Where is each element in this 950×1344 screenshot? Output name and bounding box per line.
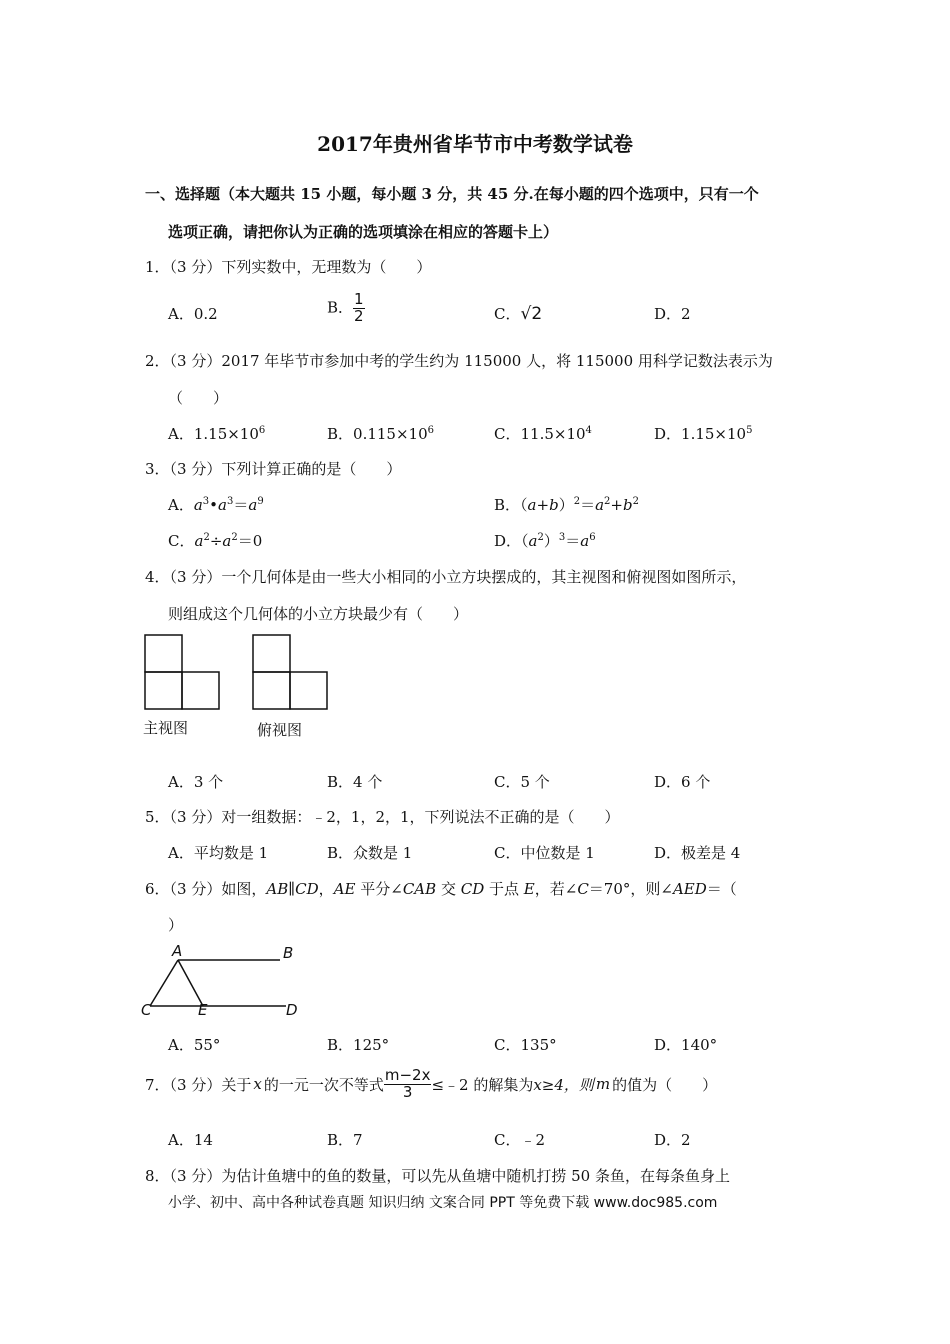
q1-option-b-fraction xyxy=(353,292,365,325)
q5-option-a: A．平均数是 1 xyxy=(168,844,269,862)
q5-stem: 5．（3 分）对一组数据：﹣2，1，2，1，下列说法不正确的是（ ） xyxy=(145,808,620,826)
q1-option-b-numerator: 1 xyxy=(354,290,364,308)
q7-fraction xyxy=(384,1068,432,1101)
q1-option-d: D．2 xyxy=(654,305,691,323)
q3-option-a: A．$a^3•a^3=a^9$ xyxy=(168,496,264,514)
q8-stem: 8．（3 分）为估计鱼塘中的鱼的数量，可以先从鱼塘中随机打捞 50 条鱼，在每条鱼身上 xyxy=(145,1167,730,1185)
q7-stem-mid: 的一元一次不等式 xyxy=(263,1075,384,1094)
front-view-bottom-left-cell xyxy=(145,672,182,709)
q7-variable-m: m xyxy=(595,1075,611,1094)
q2-option-a-exponent: 6 xyxy=(258,425,266,436)
q7-option-d: D．2 xyxy=(654,1131,691,1149)
segment-ae xyxy=(178,960,203,1006)
label-point-c: C xyxy=(141,1001,152,1018)
q7-option-a: A．14 xyxy=(168,1131,213,1149)
q1-option-c-sqrt: √2 xyxy=(520,304,543,324)
q7-stem xyxy=(145,1068,717,1101)
q6-stem-prefix: 6．（3 分）如图， xyxy=(145,880,267,898)
q1-option-b xyxy=(327,292,365,325)
q4-option-a: A．3 个 xyxy=(168,773,224,791)
label-point-b: B xyxy=(283,944,294,962)
q1-option-a: A．0.2 xyxy=(168,305,218,323)
q5-option-d: D．极差是 4 xyxy=(654,844,741,862)
q2-option-d-exponent: 5 xyxy=(746,425,753,436)
q6-option-c: C．135° xyxy=(494,1036,557,1054)
q4-option-d: D．6 个 xyxy=(654,773,711,791)
top-view-bottom-left-cell xyxy=(253,672,290,709)
q4-stem-line1: 4．（3 分）一个几何体是由一些大小相同的小立方块摆成的，其主视图和俯视图如图所示， xyxy=(145,568,747,586)
q2-option-c-base: C．11.5×10 xyxy=(494,425,586,443)
front-view-top-cell xyxy=(145,635,182,672)
q3-option-b-prefix: B． xyxy=(494,496,521,514)
q2-option-d-base: D．1.15×10 xyxy=(654,425,747,443)
q2-option-c-exponent: 4 xyxy=(585,425,592,436)
q7-option-b: B．7 xyxy=(327,1131,363,1149)
top-view-top-cell xyxy=(253,635,290,672)
q3-option-a-prefix: A． xyxy=(168,496,194,514)
q3-option-c-prefix: C． xyxy=(168,532,195,550)
label-point-e: E xyxy=(198,1001,208,1018)
top-view-bottom-right-cell xyxy=(290,672,327,709)
q1-option-b-prefix: B． xyxy=(327,298,354,317)
q5-option-b: B．众数是 1 xyxy=(327,844,413,862)
q3-option-d-prefix: D． xyxy=(494,532,522,550)
q7-option-c: C．﹣2 xyxy=(494,1131,546,1149)
q7-fraction-numerator: m−2x xyxy=(384,1066,431,1084)
page-footer: 小学、初中、高中各种试卷真题 知识归纳 文案合同 PPT 等免费下载 www.doc985.com xyxy=(168,1195,718,1211)
label-point-a: A xyxy=(172,942,183,960)
q1-stem: 1．（3 分）下列实数中，无理数为（ ） xyxy=(145,258,432,276)
top-view-label: 俯视图 xyxy=(257,721,303,739)
segment-ac xyxy=(150,960,178,1006)
section-heading-line1: 一、选择题（本大题共 15 小题，每小题 3 分，共 45 分.在每小题的四个选项中，只有一个 xyxy=(145,185,759,203)
q5-option-c: C．中位数是 1 xyxy=(494,844,595,862)
q7-fraction-denominator: 3 xyxy=(402,1082,413,1101)
q6-stem-line2: ） xyxy=(168,916,184,934)
front-view-bottom-right-cell xyxy=(182,672,219,709)
q2-option-c xyxy=(494,423,592,444)
q2-option-b xyxy=(327,423,434,444)
section-heading-line2: 选项正确，请把你认为正确的选项填涂在相应的答题卡上） xyxy=(168,223,559,241)
q4-option-c: C．5 个 xyxy=(494,773,550,791)
q6-figure xyxy=(138,938,308,1018)
q3-option-b: B．$(a+b)^2=a^2+b^2$ xyxy=(494,496,639,514)
q6-option-d: D．140° xyxy=(654,1036,718,1054)
q4-stem-line2: 则组成这个几何体的小立方块最少有（ ） xyxy=(168,605,469,623)
q2-stem-line1: 2．（3 分）2017 年毕节市参加中考的学生约为 115000 人，将 115000 用科学记数法表示为 xyxy=(145,352,773,370)
q2-option-d xyxy=(654,423,752,444)
q3-option-d: D．$(a^2)^3=a^6$ xyxy=(494,532,596,550)
q6-option-b: B．125° xyxy=(327,1036,390,1054)
q2-option-b-base: B．0.115×10 xyxy=(327,425,428,443)
q2-option-a-base: A．1.15×10 xyxy=(168,425,259,443)
q4-option-b: B．4 个 xyxy=(327,773,383,791)
q7-variable-x: x xyxy=(253,1075,262,1094)
front-view-label: 主视图 xyxy=(143,719,189,737)
q7-stem-prefix: 7．（3 分）关于 xyxy=(145,1075,252,1094)
page-title: 2017年贵州省毕节市中考数学试卷 xyxy=(317,132,633,156)
q3-stem: 3．（3 分）下列计算正确的是（ ） xyxy=(145,460,402,478)
q7-stem-after: ≤﹣2 的解集为 xyxy=(431,1075,534,1094)
q2-option-b-exponent: 6 xyxy=(427,425,434,436)
q2-option-a xyxy=(168,423,265,444)
q6-option-a: A．55° xyxy=(168,1036,221,1054)
q2-stem-line2: （ ） xyxy=(168,389,229,407)
q7-condition: x≥4，则 xyxy=(533,1075,594,1094)
q4-figure xyxy=(140,632,340,714)
label-point-d: D xyxy=(286,1001,298,1018)
q1-option-c xyxy=(494,303,542,324)
q1-option-c-prefix: C． xyxy=(494,305,521,323)
q3-option-c: C．$a^2\div a^2=0$ xyxy=(168,532,263,550)
q7-stem-end: 的值为（ ） xyxy=(612,1075,718,1094)
q6-stem-line1: 6．（3 分）如图，AB∥CD，AE 平分∠CAB 交 CD 于点 E，若∠C＝70°，则∠AED＝（ xyxy=(145,880,737,898)
q1-option-b-denominator: 2 xyxy=(354,306,364,325)
